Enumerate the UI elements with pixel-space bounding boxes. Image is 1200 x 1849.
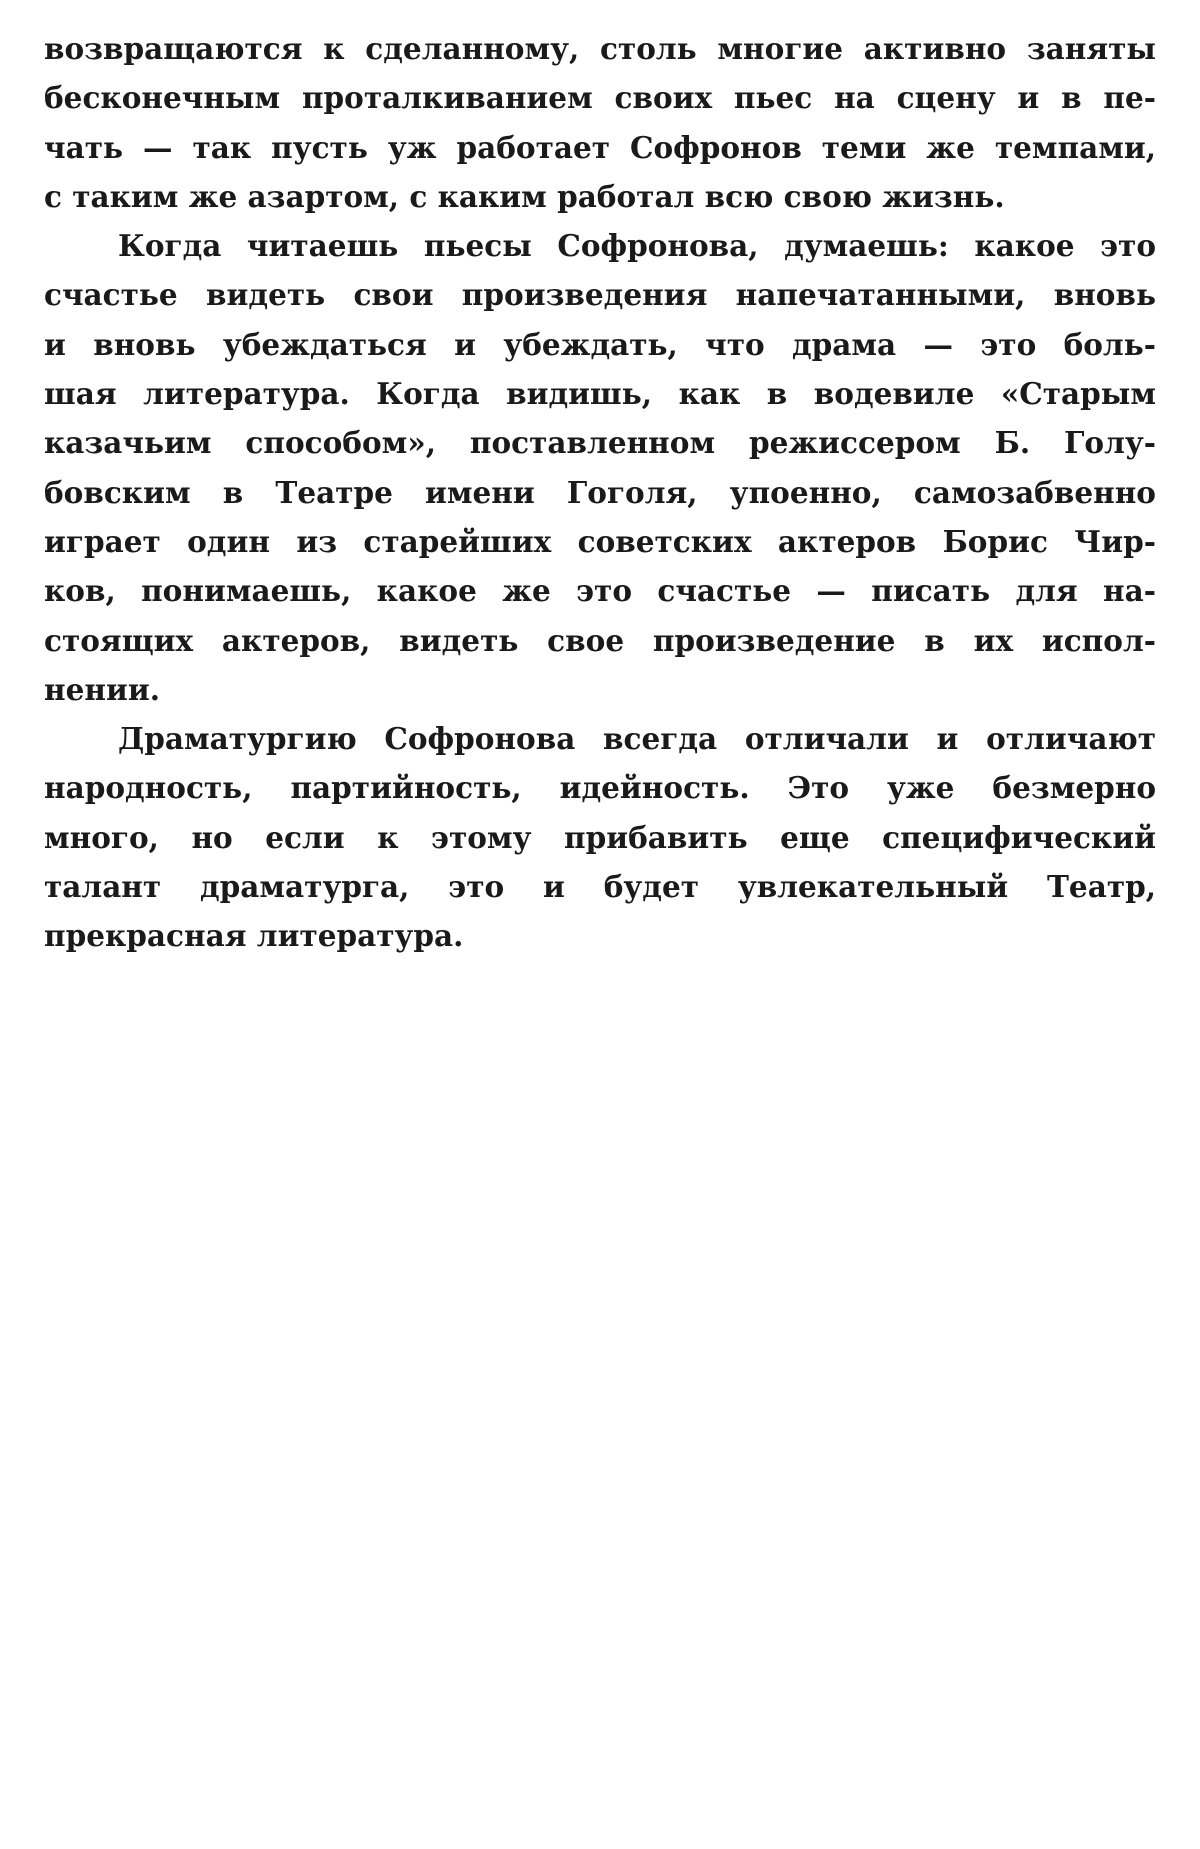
text-line: и вновь убеждаться и убеждать, что драма — это боль- (44, 326, 1156, 362)
text-line: ков, понимаешь, какое же это счастье — писать для на- (44, 573, 1156, 609)
text-line: нении. (44, 671, 160, 707)
text-line: шая литература. Когда видишь, как в водевиле «Старым (44, 376, 1156, 412)
text-line: прекрасная литература. (44, 918, 464, 954)
text-line: счастье видеть свои произведения напечатанными, вновь (44, 277, 1156, 313)
text-line: казачьим способом», поставленном режиссером Б. Голу- (44, 425, 1156, 461)
paragraph-2 (44, 221, 1156, 714)
text-line: много, но если к этому прибавить еще специфический (44, 819, 1156, 855)
text-line: возвращаются к сделанному, столь многие активно заняты (44, 31, 1156, 66)
paragraph-3 (44, 714, 1156, 960)
text-line: бесконечным проталкиванием своих пьес на сцену и в пе- (44, 80, 1156, 116)
text-line: бовским в Театре имени Гоголя, упоенно, самозабвенно (44, 474, 1156, 510)
text-line: талант драматурга, это и будет увлекательный Театр, (44, 869, 1156, 905)
text-line: Когда читаешь пьесы Софронова, думаешь: какое это (118, 228, 1156, 264)
body-text (44, 24, 1156, 961)
text-line: стоящих актеров, видеть свое произведение в их испол- (44, 622, 1156, 658)
text-line: Драматургию Софронова всегда отличали и отличают (118, 721, 1156, 757)
text-line: народность, партийность, идейность. Это уже безмерно (44, 770, 1156, 806)
paragraph-1 (44, 24, 1156, 221)
text-line: играет один из старейших советских актеров Борис Чир- (44, 523, 1156, 559)
text-line: чать — так пусть уж работает Софронов теми же темпами, (44, 129, 1156, 165)
text-line: с таким же азартом, с каким работал всю свою жизнь. (44, 178, 1005, 214)
